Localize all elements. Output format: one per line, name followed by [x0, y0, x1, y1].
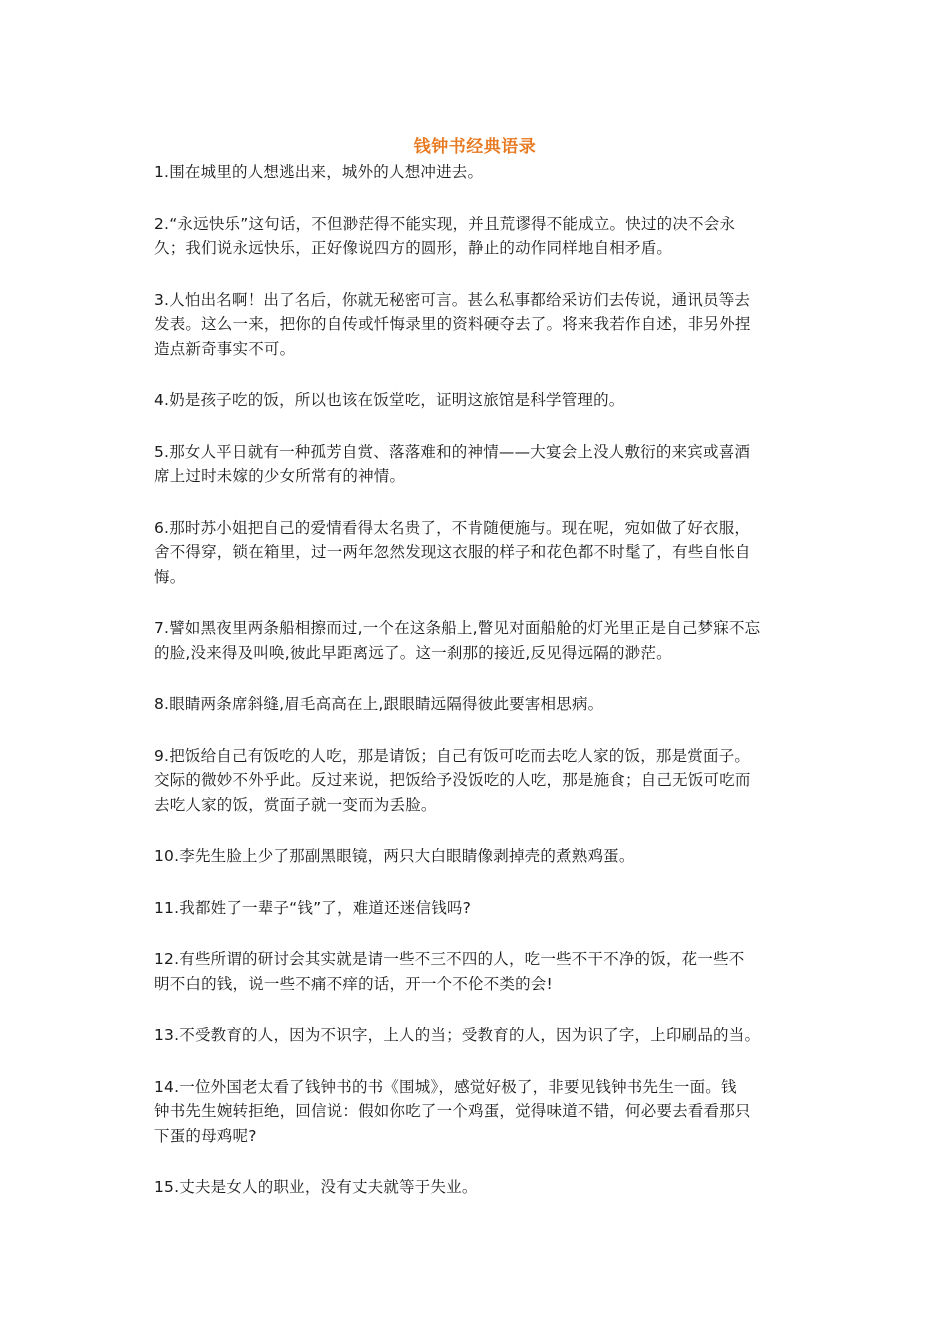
quote-item-13: 13.不受教育的人，因为不识字，上人的当；受教育的人，因为识了字，上印刷品的当。: [154, 1026, 761, 1044]
quote-item-11: 11.我都姓了一辈子“钱”了，难道还迷信钱吗?: [154, 898, 472, 917]
document-title: 钱钟书经典语录: [413, 137, 537, 157]
quote-item-5: 5.那女人平日就有一种孤芳自赏、落落难和的神情——大宴会上没人敷衍的来宾或喜酒 席上过时未嫁的少女所常有的神情。: [154, 442, 751, 485]
quote-item-8: 8.眼睛两条席斜缝,眉毛高高在上,跟眼睛远隔得彼此要害相思病。: [154, 695, 604, 713]
quote-item-12: 12.有些所谓的研讨会其实就是请一些不三不四的人，吃一些不干不净的饭，花一些不 明不白的钱，说一些不痛不痒的话，开一个不伦不类的会!: [154, 950, 745, 993]
quote-item-2: 2.“永远快乐”这句话，不但渺茫得不能实现，并且荒谬得不能成立。快过的决不会永 久；我们说永远快乐，正好像说四方的圆形，静止的动作同样地自相矛盾。: [154, 214, 736, 257]
quote-item-15: 15.丈夫是女人的职业，没有丈夫就等于失业。: [154, 1178, 478, 1196]
quote-item-7: 7.譬如黑夜里两条船相擦而过,一个在这条船上,瞥见对面船舱的灯光里正是自己梦寐不忘 的脸,没来得及叫唤,彼此早距离远了。这一刹那的接近,反见得远隔的渺茫。: [154, 619, 761, 662]
quote-list: [154, 160, 798, 1227]
quote-item-6: 6.那时苏小姐把自己的爱情看得太名贵了，不肯随便施与。现在呢，宛如做了好衣服， 舍不得穿，锁在箱里，过一两年忽然发现这衣服的样子和花色都不时髦了，有些自怅自 悔。: [154, 518, 751, 586]
quote-item-3: 3.人怕出名啊！出了名后，你就无秘密可言。甚么私事都给采访们去传说，通讯员等去 发表。这么一来，把你的自传或忏悔录里的资料硬夺去了。将来我若作自述，非另外捏 造点新奇事实不可。: [154, 290, 751, 358]
quote-item-1: 1.围在城里的人想逃出来，城外的人想冲进去。: [154, 163, 484, 181]
quote-item-14: 14.一位外国老太看了钱钟书的书《围城》，感觉好极了，非要见钱钟书先生一面。钱 钟书先生婉转拒绝，回信说：假如你吃了一个鸡蛋，觉得味道不错，何必要去看看那只 下蛋的母鸡呢?: [154, 1077, 751, 1145]
quote-item-10: 10.李先生脸上少了那副黑眼镜，两只大白眼睛像剥掉壳的煮熟鸡蛋。: [154, 847, 635, 865]
quote-item-9: 9.把饭给自己有饭吃的人吃，那是请饭；自己有饭可吃而去吃人家的饭，那是赏面子。 交际的微妙不外乎此。反过来说，把饭给予没饭吃的人吃，那是施食；自己无饭可吃而 去吃人家的饭，赏面子就一变而为丢脸。: [154, 746, 751, 814]
quote-item-4: 4.奶是孩子吃的饭，所以也该在饭堂吃，证明这旅馆是科学管理的。: [154, 391, 625, 409]
